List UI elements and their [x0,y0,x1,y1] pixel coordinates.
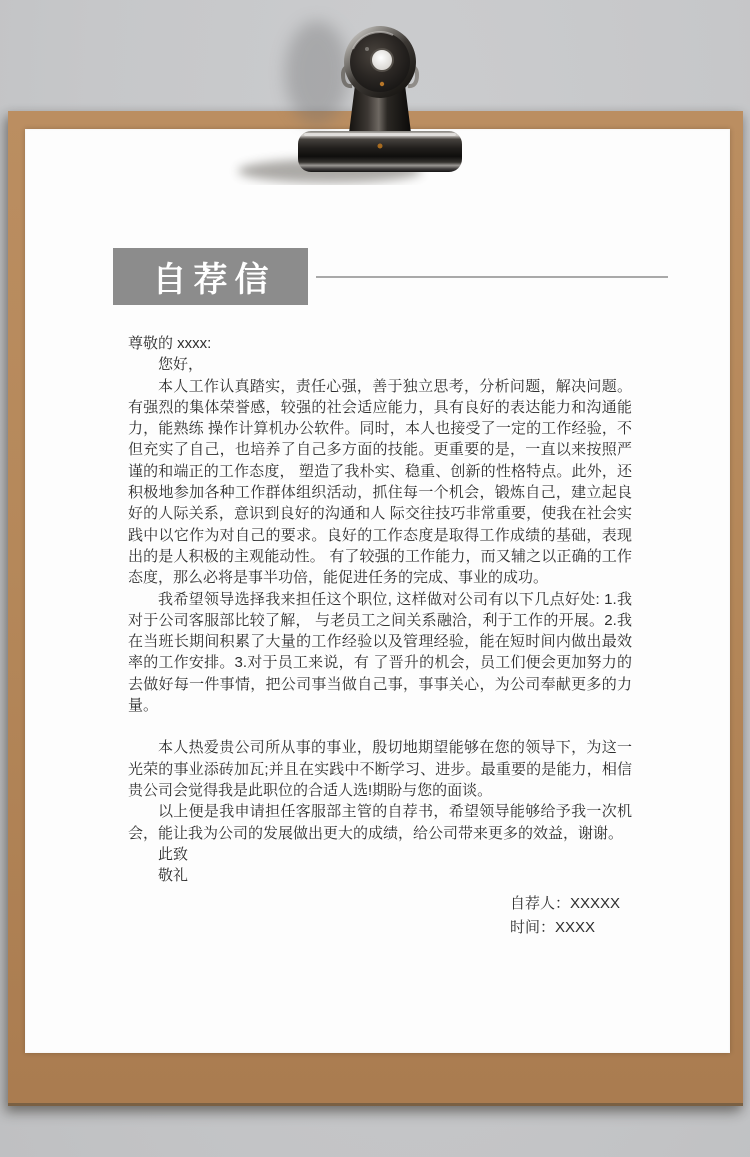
clip-head-hole [371,49,393,71]
page-title: 自荐信 [152,261,276,299]
paragraph-3: 本人热爱贵公司所从事的事业，殷切地期望能够在您的领导下，为这一光荣的事业添砖加瓦;并且在实践中不断学习、进步。最重要的是能力，相信贵公司会觉得我是此职位的合适人选!期盼与您的面谈。 [128,739,632,799]
letter-paper [25,129,730,1053]
paragraph-2: 我希望领导选择我来担任这个职位, 这样做对公司有以下几点好处: 1.我对于公司客服部比较了解， 与老员工之间关系融洽，利于工作的开展。2.我在当班长期间积累了大量的工作经验以及管理经验，能在短时间内做出最效率的工作安排。3.对于员工来说，有 了晋升的机会，员工们便会更加努力的去做好每一件事情，把公司事当做自己事，事事关心，为公司奉献更多的力量。 [128,590,632,715]
closing-cizhi: 此致 [158,845,189,863]
letter-title-box [113,248,308,305]
clipboard [8,111,743,1106]
closing-jingli: 敬礼 [158,867,189,885]
letter-body [128,333,632,940]
clip-bar-glint [378,144,383,149]
clip-bar [298,131,462,172]
signature-block [510,892,632,940]
clip-bar-highlight [304,133,456,136]
clip-wall-shadow [285,21,349,125]
clip-head-glint [380,82,384,86]
paragraph-1: 本人工作认真踏实，责任心强，善于独立思考，分析问题，解决问题。有强烈的集体荣誉感，较强的社会适应能力，具有良好的表达能力和沟通能力，能熟练 操作计算机办公软件。同时，本人也接受了一定的工作经验，不但充实了自己，也培养了自己多方面的技能。更重要的是，一直以来按照严谨的和端正的工作态度， 塑造了我朴实、稳重、创新的性格特点。此外，还积极地参加各种工作群体组织活动，抓住每一个机会，锻炼自己，建立起良好的人际关系，意识到良好的沟通和人 际交往技巧非常重要，使我在社会实践中以它作为对自己的要求。良好的工作态度是取得工作成绩的基础，表现出的是人积极的主观能动性。 有了较强的工作能力，而又辅之以正确的工作态度，那么必将是事半功倍，能促进任务的完成、事业的成功。 [128,377,632,587]
title-divider-line [316,276,668,278]
date-line: 时间：XXXX [510,919,596,937]
signer-line: 自荐人：XXXXX [510,895,621,913]
salutation: 尊敬的 xxxx: [128,335,212,352]
paragraph-4: 以上便是我申请担任客服部主管的自荐书，希望领导能够给予我一次机会，能让我为公司的发展做出更大的成绩，给公司带来更多的效益，谢谢。 [128,803,632,842]
letter-header [113,248,668,305]
greeting: 您好， [158,356,204,374]
binder-clip [225,5,485,185]
clip-head-rivet [365,47,369,51]
